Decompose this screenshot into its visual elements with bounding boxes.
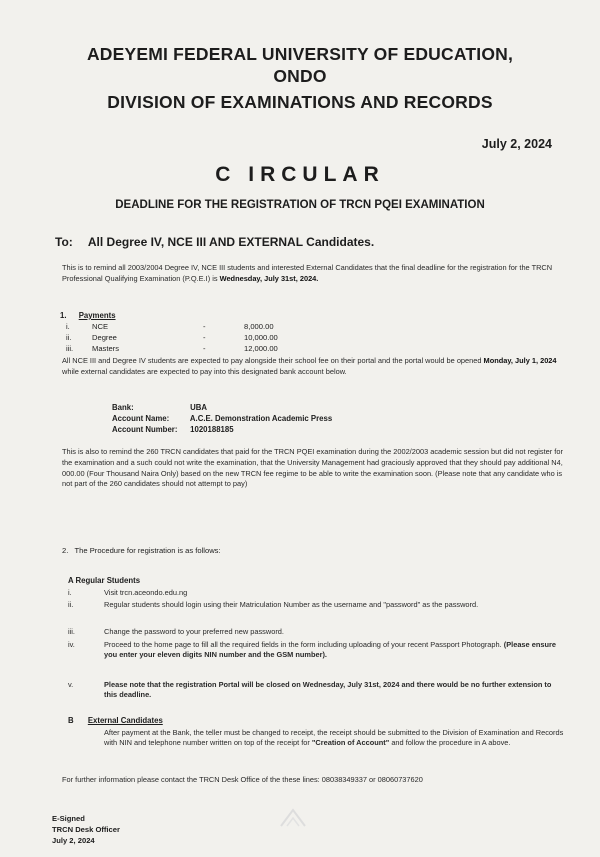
payment-label: Degree <box>92 333 117 342</box>
bank-value: UBA <box>190 403 208 412</box>
university-name: ADEYEMI FEDERAL UNIVERSITY OF EDUCATION, <box>86 44 514 64</box>
step-text-plain: Proceed to the home page to fill all the required fields in the form including uploading of your recent Passport Photograph. <box>104 640 502 649</box>
to-text: All Degree IV, NCE III AND EXTERNAL Candidates. <box>87 235 375 249</box>
payment-dash: - <box>203 322 206 331</box>
payment-label: Masters <box>92 344 120 353</box>
payment-amount: 12,000.00 <box>244 344 278 353</box>
procedure-heading <box>62 546 221 555</box>
external-letter: B <box>68 716 74 725</box>
account-number-label: Account Number: <box>112 425 178 434</box>
step-number: i. <box>68 588 72 597</box>
external-candidates-text <box>104 728 574 749</box>
circular-date: July 2, 2024 <box>481 137 552 151</box>
step-text-bold: (Please ensure you enter your eleven digits NIN number and the GSM number). <box>104 640 556 660</box>
payment-dash: - <box>203 333 206 342</box>
regular-step <box>68 680 558 701</box>
payment-dash: - <box>203 344 206 353</box>
account-name-row <box>112 414 332 423</box>
regular-step <box>68 600 558 610</box>
step-number: iii. <box>68 627 75 636</box>
external-candidates-heading <box>68 716 163 725</box>
intro-deadline: Wednesday, July 31st, 2024. <box>219 273 319 283</box>
payment-num: ii. <box>66 333 72 342</box>
procedure-number: 2. <box>62 546 69 555</box>
payment-num: iii. <box>66 344 74 353</box>
step-text-bold: Please note that the registration Portal will be closed on Wednesday, July 31st, 2024 and there would be no further extension to this deadline. <box>104 680 552 700</box>
payments-number: 1. <box>60 311 67 320</box>
university-location: ONDO <box>273 66 327 86</box>
external-text-bold: "Creation of Account" <box>311 738 390 748</box>
intro-paragraph <box>62 263 570 285</box>
reminder-paragraph: This is also to remind the 260 TRCN candidates that paid for the TRCN PQEI examination during the 2002/2003 academic session but did not register for the examination and a such could not write the examination, that the University Management had graciously approved that they should pay additional N4, 000.00 (Four Thousand Naira Only) based on the new TRCN fee regime to be able to write the examination soon. (Please note that any candidate who is not part of the 260 candidates should not attempt to pay) <box>62 447 563 489</box>
signatory-title: TRCN Desk Officer <box>52 825 120 834</box>
regular-step <box>68 640 558 661</box>
step-text: Change the password to your preferred new password. <box>104 627 284 636</box>
document-title: C IRCULAR <box>215 163 385 186</box>
external-title: External Candidates <box>87 716 163 725</box>
payments-title: Payments <box>78 311 116 320</box>
payment-note-pre: All NCE III and Degree IV students are expected to pay alongside their school fee on their portal and the portal would be opened <box>62 356 482 365</box>
account-name-value: A.C.E. Demonstration Academic Press <box>189 414 333 423</box>
step-text <box>104 640 558 661</box>
intro-text: This is to remind all 2003/2004 Degree IV, NCE III students and interested External Candidates that the final deadline for the registration for the TRCN Professional Qualifying Examination (P.Q.E.I) is <box>62 263 553 283</box>
addressee <box>55 235 374 249</box>
external-text-pre: After payment at the Bank, the teller must be changed to receipt, the receipt should be submitted to the Division of Examination and Records with NIN and telephone number written on top of the receipt for <box>104 728 564 748</box>
payment-label: NCE <box>92 322 109 331</box>
payment-note-post: while external candidates are expected to pay into this designated bank account below. <box>62 366 347 376</box>
account-number-value: 1020188185 <box>190 425 234 434</box>
watermark-icon <box>278 804 308 830</box>
payment-note <box>62 356 570 378</box>
step-number: v. <box>68 680 74 689</box>
payments-heading <box>60 311 116 320</box>
bank-row <box>112 403 207 412</box>
account-number-row <box>112 425 234 434</box>
payment-amount: 10,000.00 <box>244 333 278 342</box>
signature-line: E-Signed <box>52 814 85 823</box>
division-name: DIVISION OF EXAMINATIONS AND RECORDS <box>107 92 493 112</box>
subject-line: DEADLINE FOR THE REGISTRATION OF TRCN PQEI EXAMINATION <box>115 199 485 211</box>
payment-num: i. <box>66 322 70 331</box>
regular-students-heading: A Regular Students <box>68 576 141 585</box>
step-number: ii. <box>68 600 74 609</box>
step-text: Visit trcn.aceondo.edu.ng <box>104 588 188 597</box>
to-label: To: <box>55 235 73 249</box>
external-text-post: and follow the procedure in A above. <box>391 738 511 748</box>
payment-amount: 8,000.00 <box>244 322 274 331</box>
bank-label: Bank: <box>112 403 134 412</box>
step-number: iv. <box>68 640 75 649</box>
regular-step <box>68 588 558 598</box>
account-name-label: Account Name: <box>112 414 170 423</box>
signature-date: July 2, 2024 <box>52 836 95 845</box>
regular-step <box>68 627 558 637</box>
procedure-text: The Procedure for registration is as follows: <box>74 546 221 555</box>
contact-paragraph: For further information please contact the TRCN Desk Office of the these lines: 08038349337 or 08060737620 <box>62 775 423 784</box>
portal-open-date: Monday, July 1, 2024 <box>483 356 557 365</box>
step-text: Regular students should login using their Matriculation Number as the username and "password" as the password. <box>104 600 479 609</box>
